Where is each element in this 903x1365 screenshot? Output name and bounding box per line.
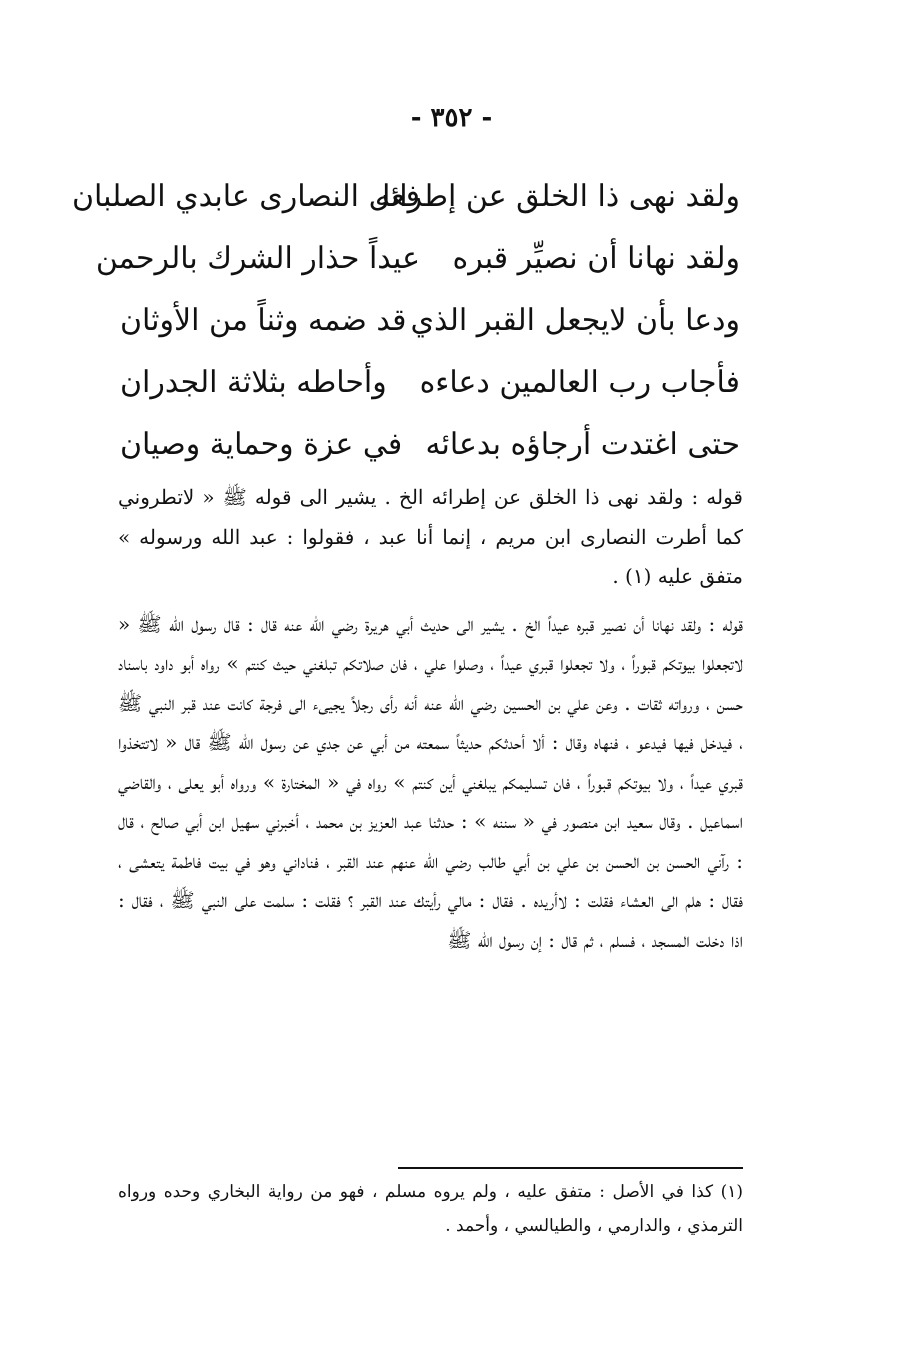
verse-second-hemistich: في عزة وحماية وصيان [120,426,403,462]
commentary-body [118,478,743,960]
verse-first-hemistich: فأجاب رب العالمين دعاءه [419,364,740,400]
commentary-paragraph: قوله : ولقد نهانا أن نصير قبره عيداً الخ . يشير الى حديث أبي هريرة رضي الله عنه قال : قال رسول الله ﷺ « لاتجعلوا بيوتكم قبوراً ، ولا تجعلوا قبري عيداً ، وصلوا علي ، فان صلاتكم تبلغني حيث كنتم » رواه أبو داود باسناد حسن ، ورواته ثقات . وعن علي بن الحسين رضي الله عنه أنه رأى رجلاً يجيىء الى فرجة كانت عند قبر النبي ﷺ ، فيدخل فيها فيدعو ، فنهاه وقال : ألا أحدثكم حديثاً سمعته من أبي عن جدي عن رسول الله ﷺ قال « لاتتخذوا قبري عيداً ، ولا بيوتكم قبوراً ، فان تسليمكم يبلغني أين كنتم » رواه في « المختارة » ورواه أبو يعلى ، والقاضي اسماعيل . وقال سعيد ابن منصور في « سننه » : حدثنا عبد العزيز بن محمد ، أخبرني سهيل ابن أبي صالح ، قال : رآني الحسن بن الحسن بن علي بن أبي طالب رضي الله عنهم عند القبر ، فناداني وهو في بيت فاطمة يتعشى ، فقال : هلم الى العشاء فقلت : لاأريده . فقال : مالي رأيتك عند القبر ؟ فقلت : سلمت على النبي ﷺ ، فقال : اذا دخلت المسجد ، فسلم ، ثم قال : إن رسول الله ﷺ [118,611,744,952]
verse-second-hemistich: قد ضمه وثناً من الأوثان [120,302,407,338]
page-number: - ٣٥٢ - [410,103,493,133]
footnote: (١) كذا في الأصل : متفق عليه ، ولم يروه مسلم ، فهو من رواية البخاري وحده ورواه الترمذي ، والدارمي ، والطيالسي ، وأحمد . [118,1182,743,1236]
verse-first-hemistich: حتى اغتدت أرجاؤه بدعائه [425,426,740,462]
poem-verse [120,413,740,475]
poem-verse [120,289,740,351]
commentary-paragraph: قوله : ولقد نهى ذا الخلق عن إطرائه الخ . يشير الى قوله ﷺ « لاتطروني كما أطرت النصارى ابن مريم ، إنما أنا عبد ، فقولوا : عبد الله ورسوله » متفق عليه (١) . [118,485,743,588]
verse-first-hemistich: ولقد نهى ذا الخلق عن إطرائه [374,178,740,214]
verse-first-hemistich: ودعا بأن لايجعل القبر الذي [410,302,740,338]
poem-verse [120,351,740,413]
footnote-divider [398,1167,743,1169]
verse-second-hemistich: عيداً حذار الشرك بالرحمن [95,240,420,276]
footnotes [118,1175,743,1243]
verse-second-hemistich: فعل النصارى عابدي الصلبان [71,178,420,214]
verse-first-hemistich: ولقد نهانا أن نصيِّر قبره [452,240,740,276]
poem [71,165,740,475]
poem-verse [71,165,740,227]
verse-second-hemistich: وأحاطه بثلاثة الجدران [120,364,387,400]
poem-verse [95,227,740,289]
